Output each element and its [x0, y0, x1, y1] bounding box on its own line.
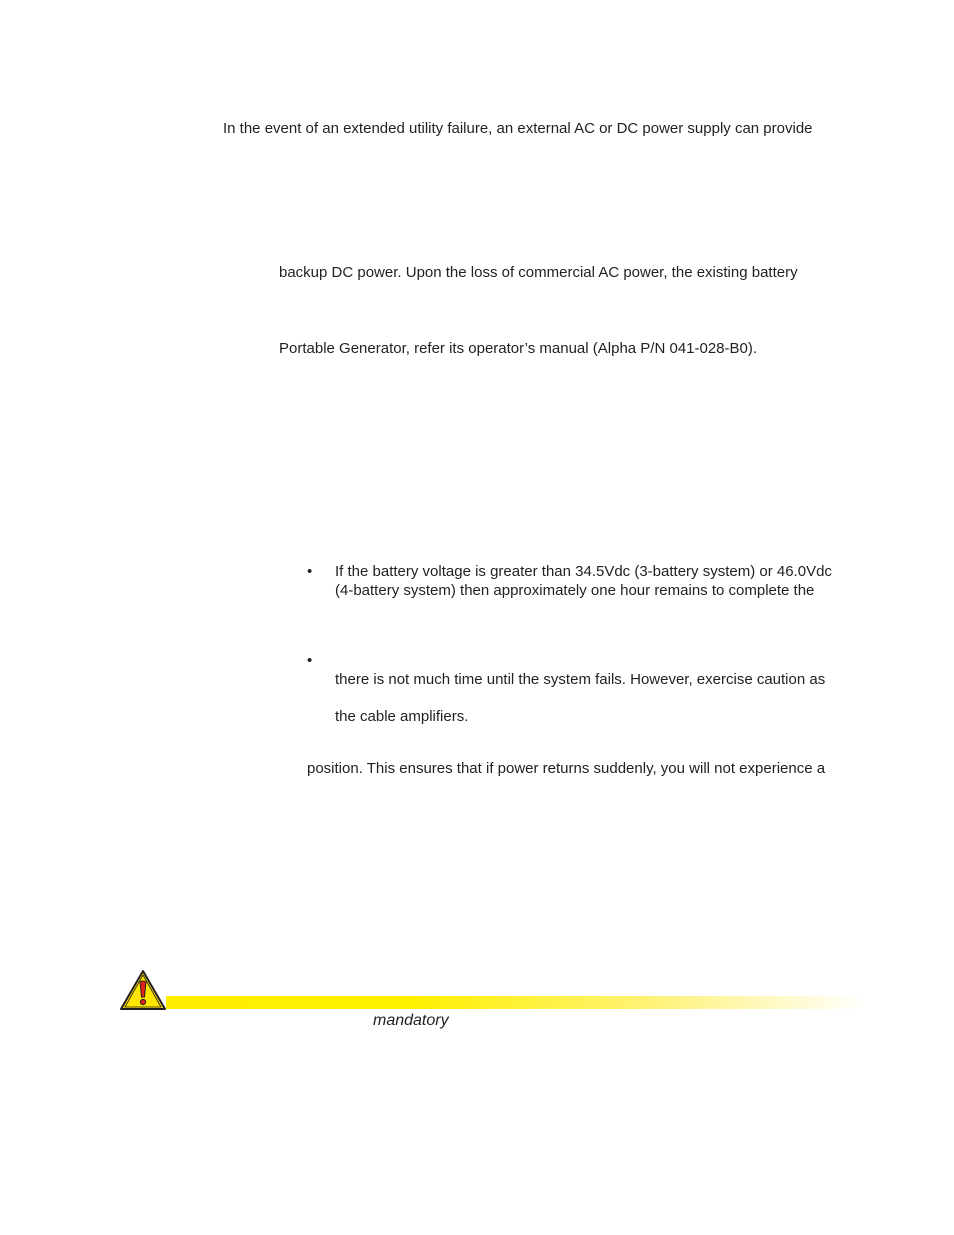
position-paragraph-line: position. This ensures that if power returns suddenly, you will not experience a — [307, 760, 826, 777]
backup-paragraph-line: backup DC power. Upon the loss of commercial AC power, the existing battery — [279, 264, 798, 281]
intro-paragraph-line: In the event of an extended utility failure, an external AC or DC power supply can provide — [223, 120, 813, 137]
bullet-item-2-line-3: the cable amplifiers. — [335, 708, 469, 725]
bullet-item-1-line-2: (4-battery system) then approximately one hour remains to complete the — [335, 582, 815, 599]
caution-mandatory-word: mandatory — [373, 1012, 449, 1029]
caution-banner-bar — [166, 996, 866, 1009]
warning-triangle-icon — [119, 969, 167, 1011]
generator-paragraph-line: Portable Generator, refer its operator’s manual (Alpha P/N 041-028-B0). — [279, 340, 758, 357]
bullet-marker-2: • — [307, 652, 313, 669]
bullet-item-1-line-1: If the battery voltage is greater than 34.5Vdc (3-battery system) or 46.0Vdc — [335, 563, 832, 580]
bullet-item-2-line-2: there is not much time until the system fails. However, exercise caution as — [335, 671, 826, 688]
bullet-marker-1: • — [307, 563, 313, 580]
